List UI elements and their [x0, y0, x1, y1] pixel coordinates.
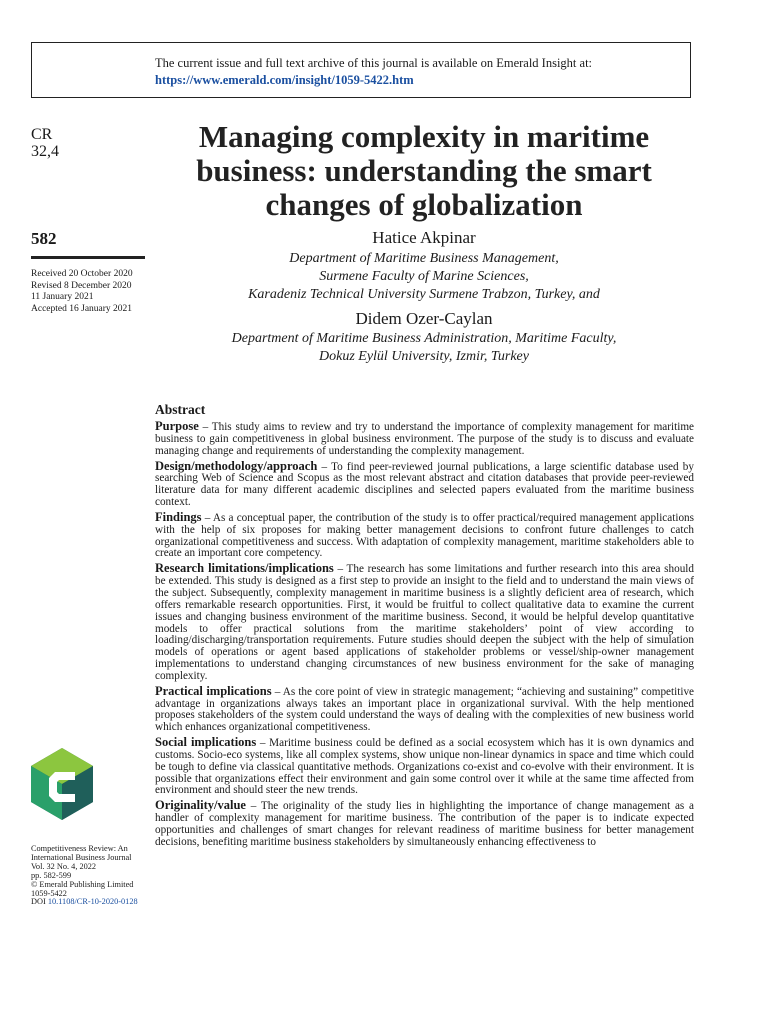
- affiliation-line: Department of Maritime Business Administration, Maritime Faculty,: [231, 331, 617, 346]
- section-label: Research limitations/implications: [155, 561, 334, 576]
- margin-divider: [31, 256, 145, 259]
- abstract-design: [155, 458, 694, 509]
- paper-title: [150, 120, 698, 222]
- author-affiliation: [150, 250, 698, 304]
- section-label: Findings: [155, 509, 202, 524]
- date-line: Accepted 16 January 2021: [31, 303, 133, 314]
- affiliation-line: Dokuz Eylül University, Izmir, Turkey: [319, 349, 529, 364]
- section-label: Design/methodology/approach: [155, 458, 318, 473]
- section-text: – Maritime business could be defined as a social ecosystem which has it is own dynamics and customs. Socio-eco systems, like all complex systems, show unique non-linear dynamics in space and time which could be tough to define via classical quantitative methods. Organizations co-exist and co-evolve with their environment. It is possible that organizations effect their environment and gain some control over it while at the same time affected from environment and should steer the new trends.: [155, 737, 694, 797]
- section-label: Social implications: [155, 735, 257, 750]
- abstract-social-implications: [155, 737, 694, 797]
- journal-info: [31, 845, 149, 907]
- abstract-findings: [155, 509, 694, 560]
- doi-line: [31, 898, 149, 907]
- archive-notice-box: [31, 42, 691, 98]
- title-line: Managing complexity in maritime: [198, 119, 650, 154]
- author-name: Hatice Akpinar: [372, 228, 476, 247]
- section-label: Practical implications: [155, 683, 272, 698]
- received-dates: [31, 269, 133, 315]
- abstract-practical-implications: [155, 683, 695, 734]
- journal-info-line: © Emerald Publishing Limited: [31, 879, 134, 889]
- archive-notice-text: The current issue and full text archive of this journal is available on Emerald Insight at:: [155, 56, 593, 70]
- section-text: – This study aims to review and try to understand the importance of complexity management for maritime business to gain competitiveness in global business environment. The purpose of the study is to discuss and evaluate managing change and requirements of understanding the complexity management.: [155, 421, 694, 457]
- title-line: changes of globalization: [265, 187, 583, 222]
- abstract-purpose: [155, 421, 694, 458]
- volume-issue: 32,4: [31, 143, 59, 160]
- section-text: – As a conceptual paper, the contribution of the study is to offer practical/required management applications with the help of six proposes for making better management decisions to confront future challenges to catch organizational competitiveness and success. With adaptation of complexity management, maritime stakeholders able to create an important core competency.: [155, 511, 694, 560]
- journal-volume: [31, 126, 59, 160]
- author-affiliation: [150, 330, 698, 366]
- section-label: Purpose: [155, 419, 199, 433]
- date-line: Revised 8 December 2020: [31, 280, 132, 291]
- journal-abbrev: CR: [31, 126, 53, 143]
- section-text: – To find peer-reviewed journal publications, a large scientific database used by searching Web of Science and Scopus as the most relevant abstract and citation databases that provide peer-reviewed literature data for many different academic disciplines and selected papers evaluated from the maritime business context.: [155, 460, 694, 509]
- author-name: Didem Ozer-Caylan: [355, 309, 493, 328]
- abstract-heading: Abstract: [155, 402, 206, 417]
- abstract: [155, 402, 694, 852]
- page-number: 582: [31, 229, 57, 248]
- abstract-originality: [155, 800, 694, 848]
- doi-link[interactable]: 10.1108/CR-10-2020-0128: [47, 897, 138, 907]
- section-label: Originality/value: [155, 798, 246, 813]
- journal-url-link[interactable]: https://www.emerald.com/insight/1059-5422.htm: [155, 73, 414, 87]
- section-text: – As the core point of view in strategic management; “achieving and sustaining” competitive advantage in organizations always takes an important place in organizational survival. With the help mentioned proposes stakeholders of the system could understand the ways of dealing with the complexities of new business world which enhances organizational competitiveness.: [155, 685, 695, 734]
- date-line: 11 January 2021: [31, 292, 94, 302]
- journal-info-line: 1059-5422: [31, 888, 67, 898]
- affiliation-line: Karadeniz Technical University Surmene Trabzon, Turkey, and: [248, 287, 600, 302]
- journal-logo-icon: [31, 748, 93, 820]
- section-text: – The research has some limitations and further research into this area should be extended. This study is designed as a first step to provide an insight to the field and to understand the main views of the subject. Subsequently, complexity management in maritime business is a slightly deficient area of research, which offers remarkable research opportunities. First, it would be fruitful to collect qualitative data to examine the current issues and changing business environment of the maritime business. Second, it would be helpful develop quantitative models to offer practical solutions from the maritime stakeholders’ point of view according to loading/discharging/transportation requirements. Future studies should deepen the subject with the help of simulation models of operations or agent based applications of stakeholder problems or vessel/ship-owner management implementations to understand changing circumstances of new business environment for the sake of managing complexity.: [155, 563, 694, 682]
- affiliation-line: Surmene Faculty of Marine Sciences,: [319, 269, 529, 284]
- journal-info-line: Competitiveness Review: An: [31, 844, 128, 853]
- doi-label: DOI: [31, 897, 46, 907]
- abstract-research-limitations: [155, 563, 694, 682]
- section-text: – The originality of the study lies in highlighting the importance of change management as a handler of complexity management for maritime business. The contribution of the paper is to indicate expected opportunities and challenges of smart changes for relevant readiness of maritime business for better management decisions, benefiting maritime business stakeholders by simultaneously enhancing effectiveness to: [155, 800, 694, 848]
- journal-info-line: Vol. 32 No. 4, 2022: [31, 861, 97, 871]
- title-line: business: understanding the smart: [196, 153, 652, 188]
- journal-info-line: International Business Journal: [31, 852, 132, 862]
- date-line: Received 20 October 2020: [31, 269, 133, 279]
- affiliation-line: Department of Maritime Business Management,: [289, 251, 559, 266]
- journal-info-line: pp. 582-599: [31, 870, 72, 880]
